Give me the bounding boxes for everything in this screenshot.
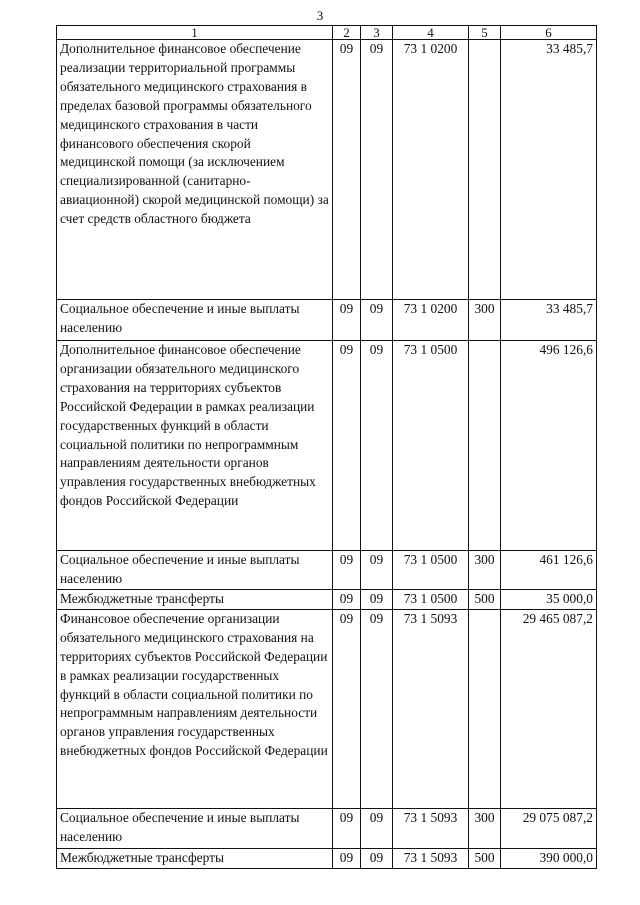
- row-expense-type: [469, 40, 501, 300]
- row-subsection: 09: [361, 551, 393, 590]
- table-row: [57, 300, 597, 341]
- column-header-5: 5: [469, 26, 501, 40]
- row-expense-type: 500: [469, 848, 501, 868]
- row-target-article: 73 1 0500: [393, 590, 469, 610]
- row-amount: 33 485,7: [501, 300, 597, 341]
- row-name: Дополнительное финансовое обеспечение реализации территориальной программы обязательного медицинского страхования в пределах базовой программы обязательного медицинского страхования в части финансового обеспечения скорой медицинской помощи (за исключением специализированной (санитарно-авиационной) скорой медицинской помощи) за счет средств областного бюджета: [57, 40, 333, 300]
- column-header-2: 2: [333, 26, 361, 40]
- table-header-row: [57, 26, 597, 40]
- row-amount: 35 000,0: [501, 590, 597, 610]
- row-name: Социальное обеспечение и иные выплаты населению: [57, 808, 333, 848]
- page-number: 3: [316, 8, 324, 23]
- row-target-article: 73 1 0200: [393, 300, 469, 341]
- row-target-article: 73 1 5093: [393, 848, 469, 868]
- row-subsection: 09: [361, 40, 393, 300]
- row-amount: 29 465 087,2: [501, 609, 597, 808]
- row-section: 09: [333, 808, 361, 848]
- row-section: 09: [333, 848, 361, 868]
- table-row: [57, 808, 597, 848]
- row-expense-type: [469, 609, 501, 808]
- row-amount: 390 000,0: [501, 848, 597, 868]
- row-expense-type: 500: [469, 590, 501, 610]
- column-header-3: 3: [361, 26, 393, 40]
- row-name: Дополнительное финансовое обеспечение организации обязательного медицинского страхования на территориях субъектов Российской Федерации в рамках реализации государственных функций в области социальной политики по непрограммным направлениям деятельности органов управления государственных внебюджетных фондов Российской Федерации: [57, 341, 333, 551]
- row-name: Социальное обеспечение и иные выплаты населению: [57, 551, 333, 590]
- row-name: Межбюджетные трансферты: [57, 848, 333, 868]
- row-name: Межбюджетные трансферты: [57, 590, 333, 610]
- table-row: [57, 590, 597, 610]
- table-row: [57, 341, 597, 551]
- row-target-article: 73 1 0500: [393, 341, 469, 551]
- row-section: 09: [333, 609, 361, 808]
- row-amount: 33 485,7: [501, 40, 597, 300]
- row-subsection: 09: [361, 808, 393, 848]
- row-section: 09: [333, 341, 361, 551]
- row-subsection: 09: [361, 848, 393, 868]
- table-row: [57, 848, 597, 868]
- row-target-article: 73 1 0200: [393, 40, 469, 300]
- row-subsection: 09: [361, 300, 393, 341]
- row-name: Социальное обеспечение и иные выплаты населению: [57, 300, 333, 341]
- column-header-6: 6: [501, 26, 597, 40]
- row-expense-type: 300: [469, 551, 501, 590]
- table-row: [57, 551, 597, 590]
- row-expense-type: [469, 341, 501, 551]
- row-section: 09: [333, 551, 361, 590]
- row-target-article: 73 1 5093: [393, 609, 469, 808]
- row-section: 09: [333, 590, 361, 610]
- column-header-1: 1: [57, 26, 333, 40]
- table-row: [57, 40, 597, 300]
- row-name: Финансовое обеспечение организации обязательного медицинского страхования на территориях субъектов Российской Федерации в рамках реализации государственных функций в области социальной политики по непрограммным направлениям деятельности органов управления государственных внебюджетных фондов Российской Федерации: [57, 609, 333, 808]
- row-amount: 496 126,6: [501, 341, 597, 551]
- table-row: [57, 609, 597, 808]
- row-section: 09: [333, 40, 361, 300]
- row-expense-type: 300: [469, 300, 501, 341]
- row-subsection: 09: [361, 341, 393, 551]
- row-target-article: 73 1 5093: [393, 808, 469, 848]
- row-target-article: 73 1 0500: [393, 551, 469, 590]
- row-expense-type: 300: [469, 808, 501, 848]
- row-subsection: 09: [361, 590, 393, 610]
- row-subsection: 09: [361, 609, 393, 808]
- column-header-4: 4: [393, 26, 469, 40]
- row-amount: 29 075 087,2: [501, 808, 597, 848]
- row-amount: 461 126,6: [501, 551, 597, 590]
- budget-table: [56, 25, 597, 869]
- row-section: 09: [333, 300, 361, 341]
